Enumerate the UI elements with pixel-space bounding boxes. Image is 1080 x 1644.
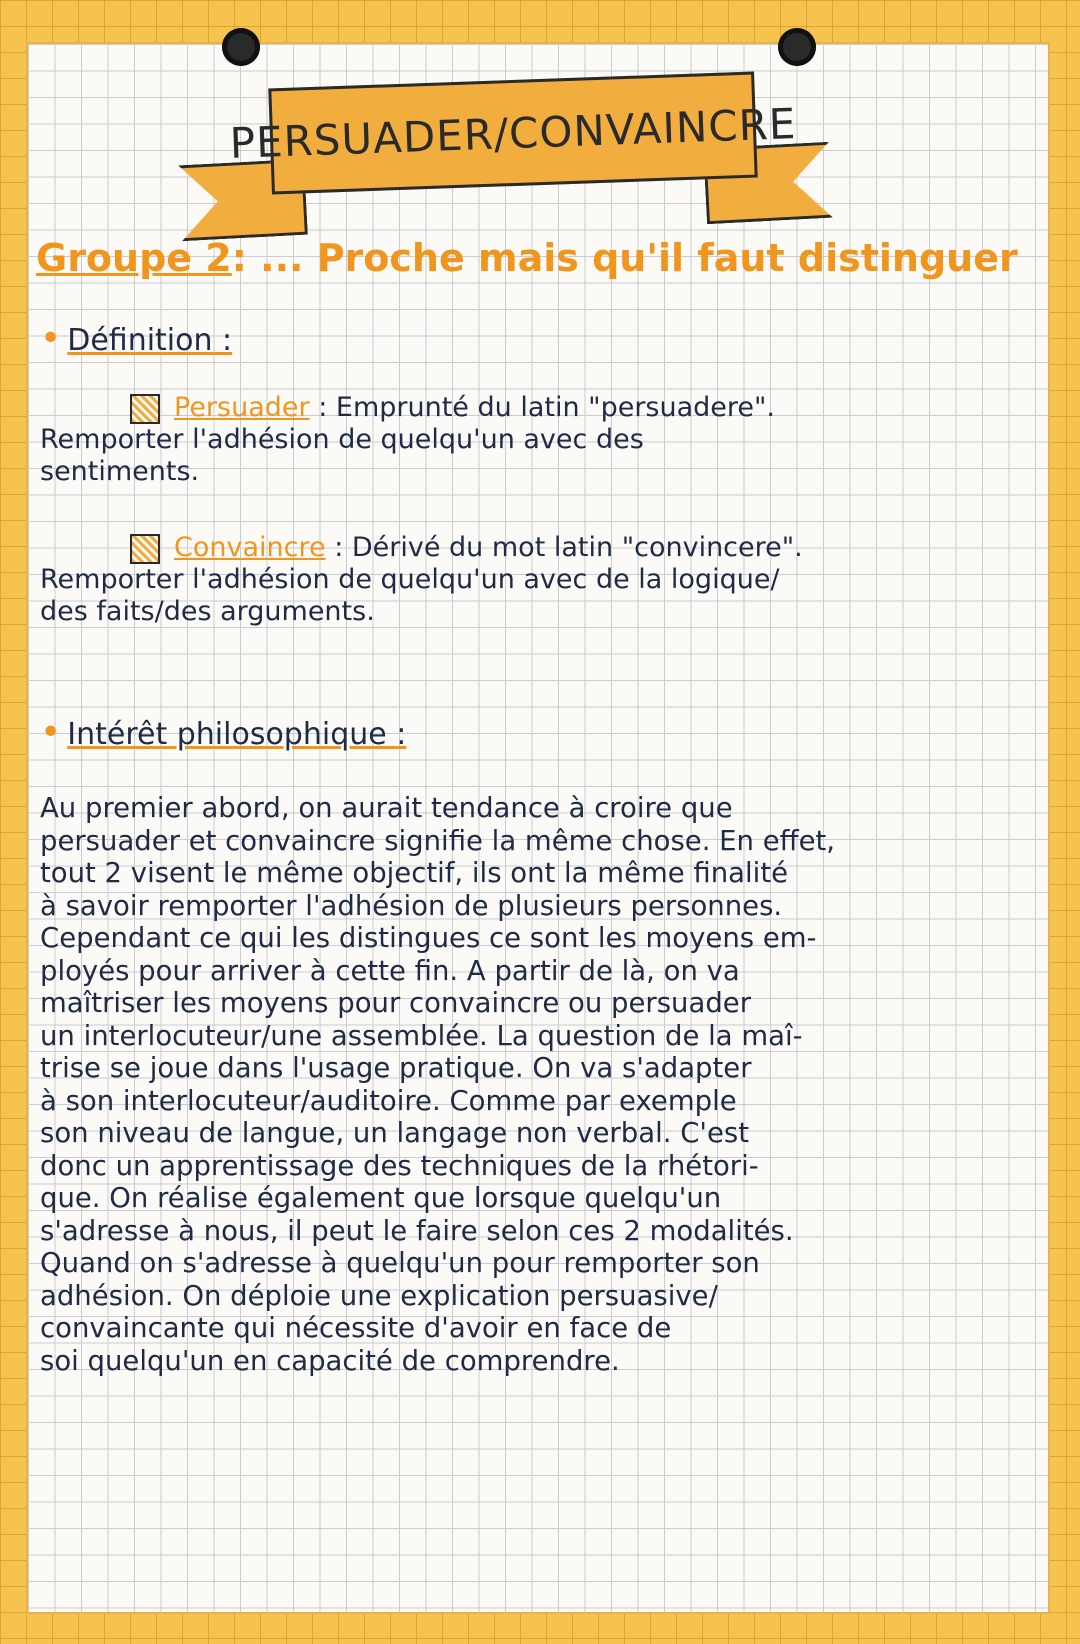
def-line: Remporter l'adhésion de quelqu'un avec de la logique/: [40, 564, 780, 595]
interest-title: [40, 712, 1030, 753]
definition-title: [40, 318, 1030, 359]
paragraph-line: trise se joue dans l'usage pratique. On va s'adapter: [40, 1052, 752, 1084]
group-heading-text: : ... Proche mais qu'il faut distinguer: [231, 236, 1018, 280]
def-line: des faits/des arguments.: [40, 596, 375, 627]
paragraph-line: persuader et convaincre signifie la même chose. En effet,: [40, 824, 836, 857]
paragraph-line: ployés pour arriver à cette fin. A partir de là, on va: [40, 954, 740, 987]
term-convaincre: Convaincre: [174, 532, 326, 563]
def-first-line: [40, 532, 1030, 564]
interest-title-text: Intérêt philosophique :: [67, 717, 407, 752]
paragraph-line: maîtriser les moyens pour convaincre ou persuader: [40, 987, 752, 1019]
paragraph-line: à son interlocuteur/auditoire. Comme par exemple: [40, 1084, 737, 1117]
paragraph-line: Cependant ce qui les distingues ce sont les moyens em-: [40, 922, 817, 954]
def-line: Remporter l'adhésion de quelqu'un avec des: [40, 424, 644, 455]
interest-paragraph: [40, 792, 1030, 1377]
bullet-dot: •: [40, 712, 62, 753]
hatched-box-icon: [130, 394, 160, 424]
group-label: Groupe 2: [36, 236, 232, 280]
bullet-dot: •: [40, 318, 62, 359]
definition-section: [40, 318, 1030, 359]
binder-hole-left: [222, 28, 260, 66]
paragraph-line: donc un apprentissage des techniques de la rhétori-: [40, 1149, 759, 1182]
paragraph-line: convaincante qui nécessite d'avoir en face de: [40, 1312, 672, 1344]
definition-title-text: Définition :: [67, 323, 233, 358]
def-line: sentiments.: [40, 456, 200, 487]
banner-body: [228, 72, 798, 195]
interest-section: [40, 712, 1030, 753]
paragraph-line: s'adresse à nous, il peut le faire selon ces 2 modalités.: [40, 1214, 794, 1247]
term-persuader: Persuader: [174, 392, 310, 423]
paragraph-line: tout 2 visent le même objectif, ils ont la même finalité: [40, 857, 789, 889]
banner-title: PERSUADER/CONVAINCRE: [228, 98, 798, 168]
def-first-line: [40, 392, 1030, 424]
binder-hole-right: [778, 28, 816, 66]
definition-persuader: [40, 392, 1030, 488]
hatched-box-icon: [130, 534, 160, 564]
paragraph-line: soi quelqu'un en capacité de comprendre.: [40, 1344, 620, 1377]
def-line: : Emprunté du latin "persuadere".: [318, 392, 776, 423]
def-line: : Dérivé du mot latin "convincere".: [334, 532, 803, 563]
paragraph-line: adhésion. On déploie une explication persuasive/: [40, 1279, 718, 1312]
paragraph-line: que. On réalise également que lorsque quelqu'un: [40, 1182, 722, 1214]
paragraph-line: Au premier abord, on aurait tendance à croire que: [40, 792, 733, 824]
paragraph-line: son niveau de langue, un langage non verbal. C'est: [40, 1117, 750, 1149]
group-heading: [36, 236, 1036, 280]
paragraph-line: Quand on s'adresse à quelqu'un pour remporter son: [40, 1247, 760, 1279]
paragraph-line: à savoir remporter l'adhésion de plusieurs personnes.: [40, 889, 783, 922]
paragraph-line: un interlocuteur/une assemblée. La question de la maî-: [40, 1019, 803, 1052]
definition-convaincre: [40, 532, 1030, 628]
title-banner: [180, 70, 820, 240]
